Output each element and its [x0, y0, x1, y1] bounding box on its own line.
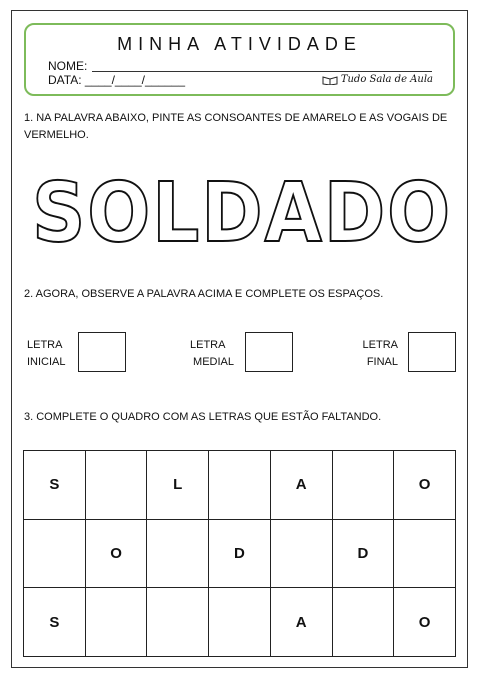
slot-label-line1: LETRA — [27, 339, 63, 351]
grid-cell[interactable] — [209, 451, 271, 520]
slot-label-line1: LETRA — [362, 339, 398, 351]
grid-row — [24, 588, 456, 657]
medial-letter-box[interactable] — [245, 332, 293, 372]
grid-cell[interactable] — [147, 519, 209, 588]
book-icon — [322, 75, 338, 85]
grid-cell[interactable] — [85, 588, 147, 657]
grid-row — [24, 451, 456, 520]
grid-row — [24, 519, 456, 588]
instruction-3: 3. COMPLETE O QUADRO COM AS LETRAS QUE ESTÃO FALTANDO. — [24, 411, 382, 423]
grid-cell[interactable]: O — [394, 588, 456, 657]
grid-cell[interactable]: O — [85, 519, 147, 588]
letter-grid — [23, 450, 456, 657]
grid-cell[interactable] — [332, 451, 394, 520]
grid-cell[interactable] — [394, 519, 456, 588]
grid-cell[interactable] — [24, 519, 86, 588]
slot-label-medial — [190, 337, 234, 371]
grid-cell[interactable]: S — [24, 451, 86, 520]
brand-logo — [322, 74, 433, 85]
grid-cell[interactable] — [85, 451, 147, 520]
initial-letter-box[interactable] — [78, 332, 126, 372]
grid-cell[interactable]: L — [147, 451, 209, 520]
grid-cell[interactable] — [147, 588, 209, 657]
grid-cell[interactable]: O — [394, 451, 456, 520]
slot-label-final — [352, 337, 398, 371]
slot-label-line1: LETRA — [190, 339, 226, 351]
grid-cell[interactable]: A — [270, 588, 332, 657]
page-title: MINHA ATIVIDADE — [117, 34, 362, 54]
grid-cell[interactable]: D — [209, 519, 271, 588]
name-label: NOME: — [48, 59, 88, 73]
slot-label-line2: FINAL — [366, 356, 398, 368]
date-field[interactable]: DATA: ____/____/______ — [48, 73, 185, 87]
grid-cell[interactable]: S — [24, 588, 86, 657]
grid-cell[interactable]: D — [332, 519, 394, 588]
brand-text: Tudo Sala de Aula — [340, 74, 433, 85]
slot-label-initial — [27, 337, 66, 371]
instruction-1: 1. NA PALAVRA ABAIXO, PINTE AS CONSOANTES DE AMARELO E AS VOGAIS DE VERMELHO. — [24, 112, 448, 141]
header-box — [24, 23, 455, 96]
final-letter-box[interactable] — [408, 332, 456, 372]
outlined-word[interactable] — [24, 170, 460, 250]
name-field-line[interactable] — [92, 71, 432, 72]
grid-cell[interactable]: A — [270, 451, 332, 520]
slot-label-line2: INICIAL — [27, 356, 66, 368]
grid-cell[interactable] — [332, 588, 394, 657]
grid-cell[interactable] — [209, 588, 271, 657]
grid-cell[interactable] — [270, 519, 332, 588]
slot-label-line2: MEDIAL — [193, 356, 234, 368]
instruction-2: 2. AGORA, OBSERVE A PALAVRA ACIMA E COMPLETE OS ESPAÇOS. — [24, 288, 384, 300]
word-letters[interactable]: SOLDADO — [32, 170, 452, 250]
